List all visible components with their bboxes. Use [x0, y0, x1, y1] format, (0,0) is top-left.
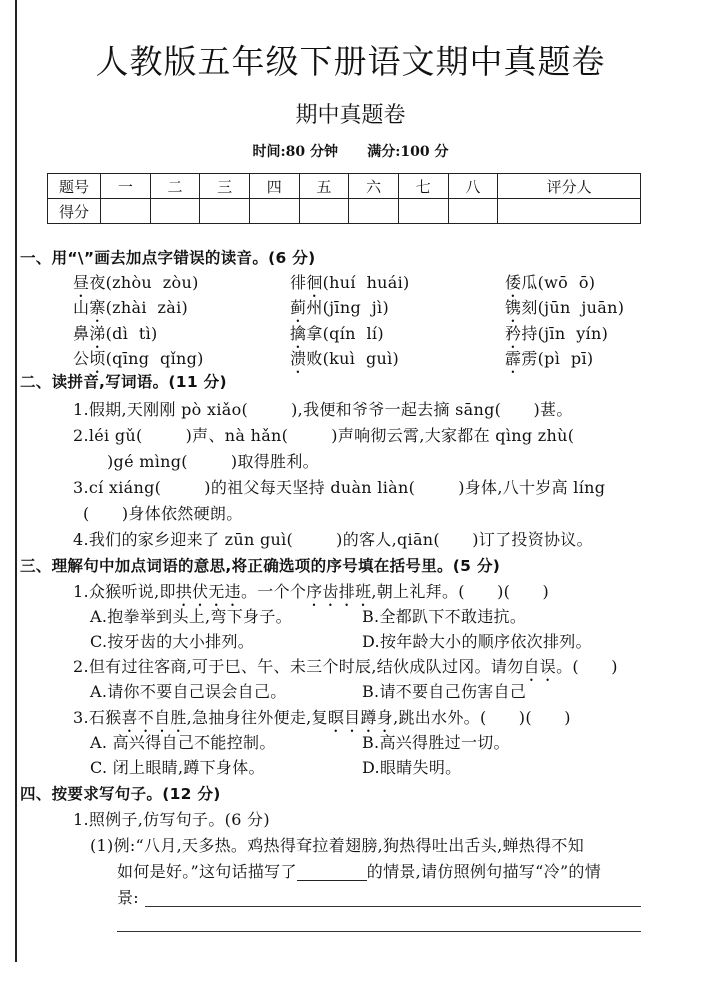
question-line [117, 887, 139, 909]
pinyin-options: (jīn yín) [537, 324, 609, 343]
dotted-character: 溃 [290, 349, 307, 368]
dotted-character: 倭 [505, 273, 522, 292]
text-segment: 4.我们的家乡迎来了 zūn guì( )的客人,qiān( )订了投资协议。 [73, 530, 593, 549]
pinyin-options: (jūn juān) [537, 298, 625, 317]
dotted-character: 寨 [89, 298, 106, 317]
character: 败 [306, 349, 323, 368]
pinyin-options: (qín lí) [322, 324, 384, 343]
question-line [73, 656, 618, 678]
text-segment: ( )身体依然硬朗。 [83, 504, 243, 523]
pronunciation-item [505, 323, 608, 345]
pronunciation-item [73, 272, 199, 294]
score-cell[interactable] [249, 199, 299, 224]
text-segment: 景: [117, 888, 139, 907]
table-header-cell: 评分人 [498, 174, 641, 199]
page-subtitle: 期中真题卷 [295, 103, 406, 128]
pronunciation-item [290, 348, 399, 370]
text-segment: (1)例:“八月,天多热。鸡热得耷拉着翅膀,狗热得吐出舌头,蝉热得不知 [90, 836, 584, 855]
table-header-cell: 四 [249, 174, 299, 199]
text-segment: 。一个个 [240, 582, 307, 601]
text-segment: B.高兴得胜过一切。 [362, 733, 510, 752]
pronunciation-item [73, 323, 158, 345]
text-segment: C. 闭上眼睛,蹲下身体。 [90, 758, 265, 777]
table-header-cell: 八 [448, 174, 498, 199]
text-segment: A. 高兴得自己不能控制。 [90, 733, 276, 752]
text-segment: )gé mìng( )取得胜利。 [107, 452, 319, 471]
text-segment: ,朝上礼拜。( )( ) [371, 582, 550, 601]
text-segment: 如何是好。”这句话描写了 [117, 862, 297, 881]
text-segment: B.全都趴下不敢违抗。 [362, 607, 527, 626]
text-segment: ,跳出水外。( )( ) [393, 708, 571, 727]
option-line [90, 732, 276, 754]
score-table [47, 173, 641, 224]
pinyin-options: (wō ō) [537, 273, 596, 292]
page-title: 人教版五年级下册语文期中真题卷 [95, 42, 606, 81]
option-line [362, 631, 592, 653]
text-segment: 2.léi gǔ( )声、nà hǎn( )声响彻云霄,大家都在 qìng zhù( [73, 426, 575, 445]
option-line [362, 757, 461, 779]
text-segment: D.按年龄大小的顺序依次排列。 [362, 632, 592, 651]
pinyin-options: (dì tì) [105, 324, 158, 343]
table-header-cell: 三 [200, 174, 250, 199]
text-segment: A.抱拳举到头上,弯下身子。 [90, 607, 292, 626]
section-heading: 二、读拼音,写词语。(11 分) [20, 373, 227, 391]
question-line [90, 835, 584, 857]
dotted-character: 蓟 [290, 298, 307, 317]
pinyin-options: (pì pī) [537, 349, 594, 368]
table-row-label: 得分 [48, 199, 101, 224]
pronunciation-item [290, 323, 384, 345]
text-segment: ,急抽身往外便走,复 [186, 708, 328, 727]
option-line [90, 606, 292, 628]
question-line [73, 477, 605, 499]
pronunciation-item [290, 297, 389, 319]
pinyin-options: (jīng jì) [322, 298, 389, 317]
fill-blank[interactable] [297, 864, 367, 881]
question-line [117, 861, 601, 883]
dotted-text: 序齿排班 [306, 582, 372, 601]
score-cell[interactable] [200, 199, 250, 224]
answer-line[interactable] [145, 906, 641, 907]
dotted-text: 喜不自胜 [121, 708, 187, 727]
character: 拿 [306, 324, 323, 343]
table-header-cell: 一 [101, 174, 151, 199]
section-heading: 一、用“\”画去加点字错误的读音。(6 分) [20, 249, 316, 267]
text-segment: 。( ) [556, 657, 618, 676]
dotted-character: 镌 [505, 298, 522, 317]
question-line [73, 399, 573, 421]
option-line [90, 757, 265, 779]
text-segment: 3.石猴 [73, 708, 122, 727]
dotted-character: 徊 [306, 273, 323, 292]
score-table-header-row [48, 174, 641, 199]
table-header-cell: 五 [299, 174, 349, 199]
text-segment: 1.众猴听说,即 [73, 582, 176, 601]
pinyin-options: (qīng qǐng) [105, 349, 204, 368]
pronunciation-item [73, 297, 188, 319]
option-line [362, 681, 526, 703]
pinyin-options: (kuì guì) [322, 349, 400, 368]
answer-line[interactable] [117, 931, 641, 932]
table-header-label: 题号 [48, 174, 101, 199]
exam-info [0, 141, 701, 161]
dotted-character: 矜 [505, 324, 522, 343]
option-line [90, 631, 254, 653]
character: 持 [521, 324, 538, 343]
character: 州 [306, 298, 323, 317]
pronunciation-item [505, 348, 593, 370]
question-line [73, 581, 549, 603]
dotted-character: 擒 [290, 324, 307, 343]
text-segment: 3.cí xiáng( )的祖父每天坚持 duàn liàn( )身体,八十岁高 líng [73, 478, 606, 497]
section-heading: 四、按要求写句子。(12 分) [20, 785, 221, 803]
character: 公 [73, 349, 90, 368]
dotted-text: 自误 [523, 657, 557, 676]
option-line [362, 732, 510, 754]
score-cell[interactable] [398, 199, 448, 224]
table-header-cell: 七 [398, 174, 448, 199]
question-line [107, 451, 319, 473]
pronunciation-item [73, 348, 204, 370]
score-cell[interactable] [448, 199, 498, 224]
score-cell[interactable] [150, 199, 200, 224]
question-line [83, 503, 243, 525]
character: 鼻 [73, 324, 90, 343]
question-line [73, 707, 571, 729]
dotted-character: 涕 [89, 324, 106, 343]
text-segment: B.请不要自己伤害自己 [362, 682, 527, 701]
option-line [362, 606, 526, 628]
text-segment: C.按牙齿的大小排列。 [90, 632, 255, 651]
pronunciation-item [290, 272, 410, 294]
text-segment: 2.但有过往客商,可于巳、午、未三个时辰,结伙成队过冈。请勿 [73, 657, 524, 676]
dotted-character: 昼 [73, 273, 90, 292]
pronunciation-item [505, 297, 624, 319]
dotted-text: 瞑目蹲身 [327, 708, 394, 727]
score-label: 满分:100 分 [367, 144, 449, 160]
dotted-character: 顷 [89, 349, 106, 368]
score-cell[interactable] [498, 199, 641, 224]
text-segment: 的情景,请仿照例句描写“冷”的情 [366, 862, 602, 881]
question-line [73, 425, 574, 447]
pinyin-options: (zhài zài) [105, 298, 189, 317]
table-header-cell: 六 [349, 174, 399, 199]
table-header-cell: 二 [150, 174, 200, 199]
character: 夜 [89, 273, 106, 292]
pinyin-options: (zhòu zòu) [105, 273, 199, 292]
text-segment: 1.照例子,仿写句子。(6 分) [73, 810, 270, 829]
score-cell[interactable] [349, 199, 399, 224]
text-segment: D.眼睛失明。 [362, 758, 462, 777]
option-line [90, 681, 287, 703]
character: 山 [73, 298, 90, 317]
dotted-text: 拱伏无违 [175, 582, 241, 601]
character: 雳 [521, 349, 538, 368]
pinyin-options: (huí huái) [322, 273, 410, 292]
question-line [73, 809, 270, 831]
question-line [73, 529, 593, 551]
character: 瓜 [521, 273, 538, 292]
character: 刻 [521, 298, 538, 317]
score-table-score-row [48, 199, 641, 224]
text-segment: A.请你不要自己误会自己。 [90, 682, 287, 701]
dotted-character: 霹 [505, 349, 522, 368]
text-segment: 1.假期,天刚刚 pò xiǎo( ),我便和爷爷一起去摘 sāng( )葚。 [73, 400, 573, 419]
character: 徘 [290, 273, 307, 292]
score-cell[interactable] [101, 199, 151, 224]
score-cell[interactable] [299, 199, 349, 224]
section-heading: 三、理解句中加点词语的意思,将正确选项的序号填在括号里。(5 分) [20, 557, 501, 575]
time-label: 时间:80 分钟 [252, 144, 338, 160]
pronunciation-item [505, 272, 595, 294]
